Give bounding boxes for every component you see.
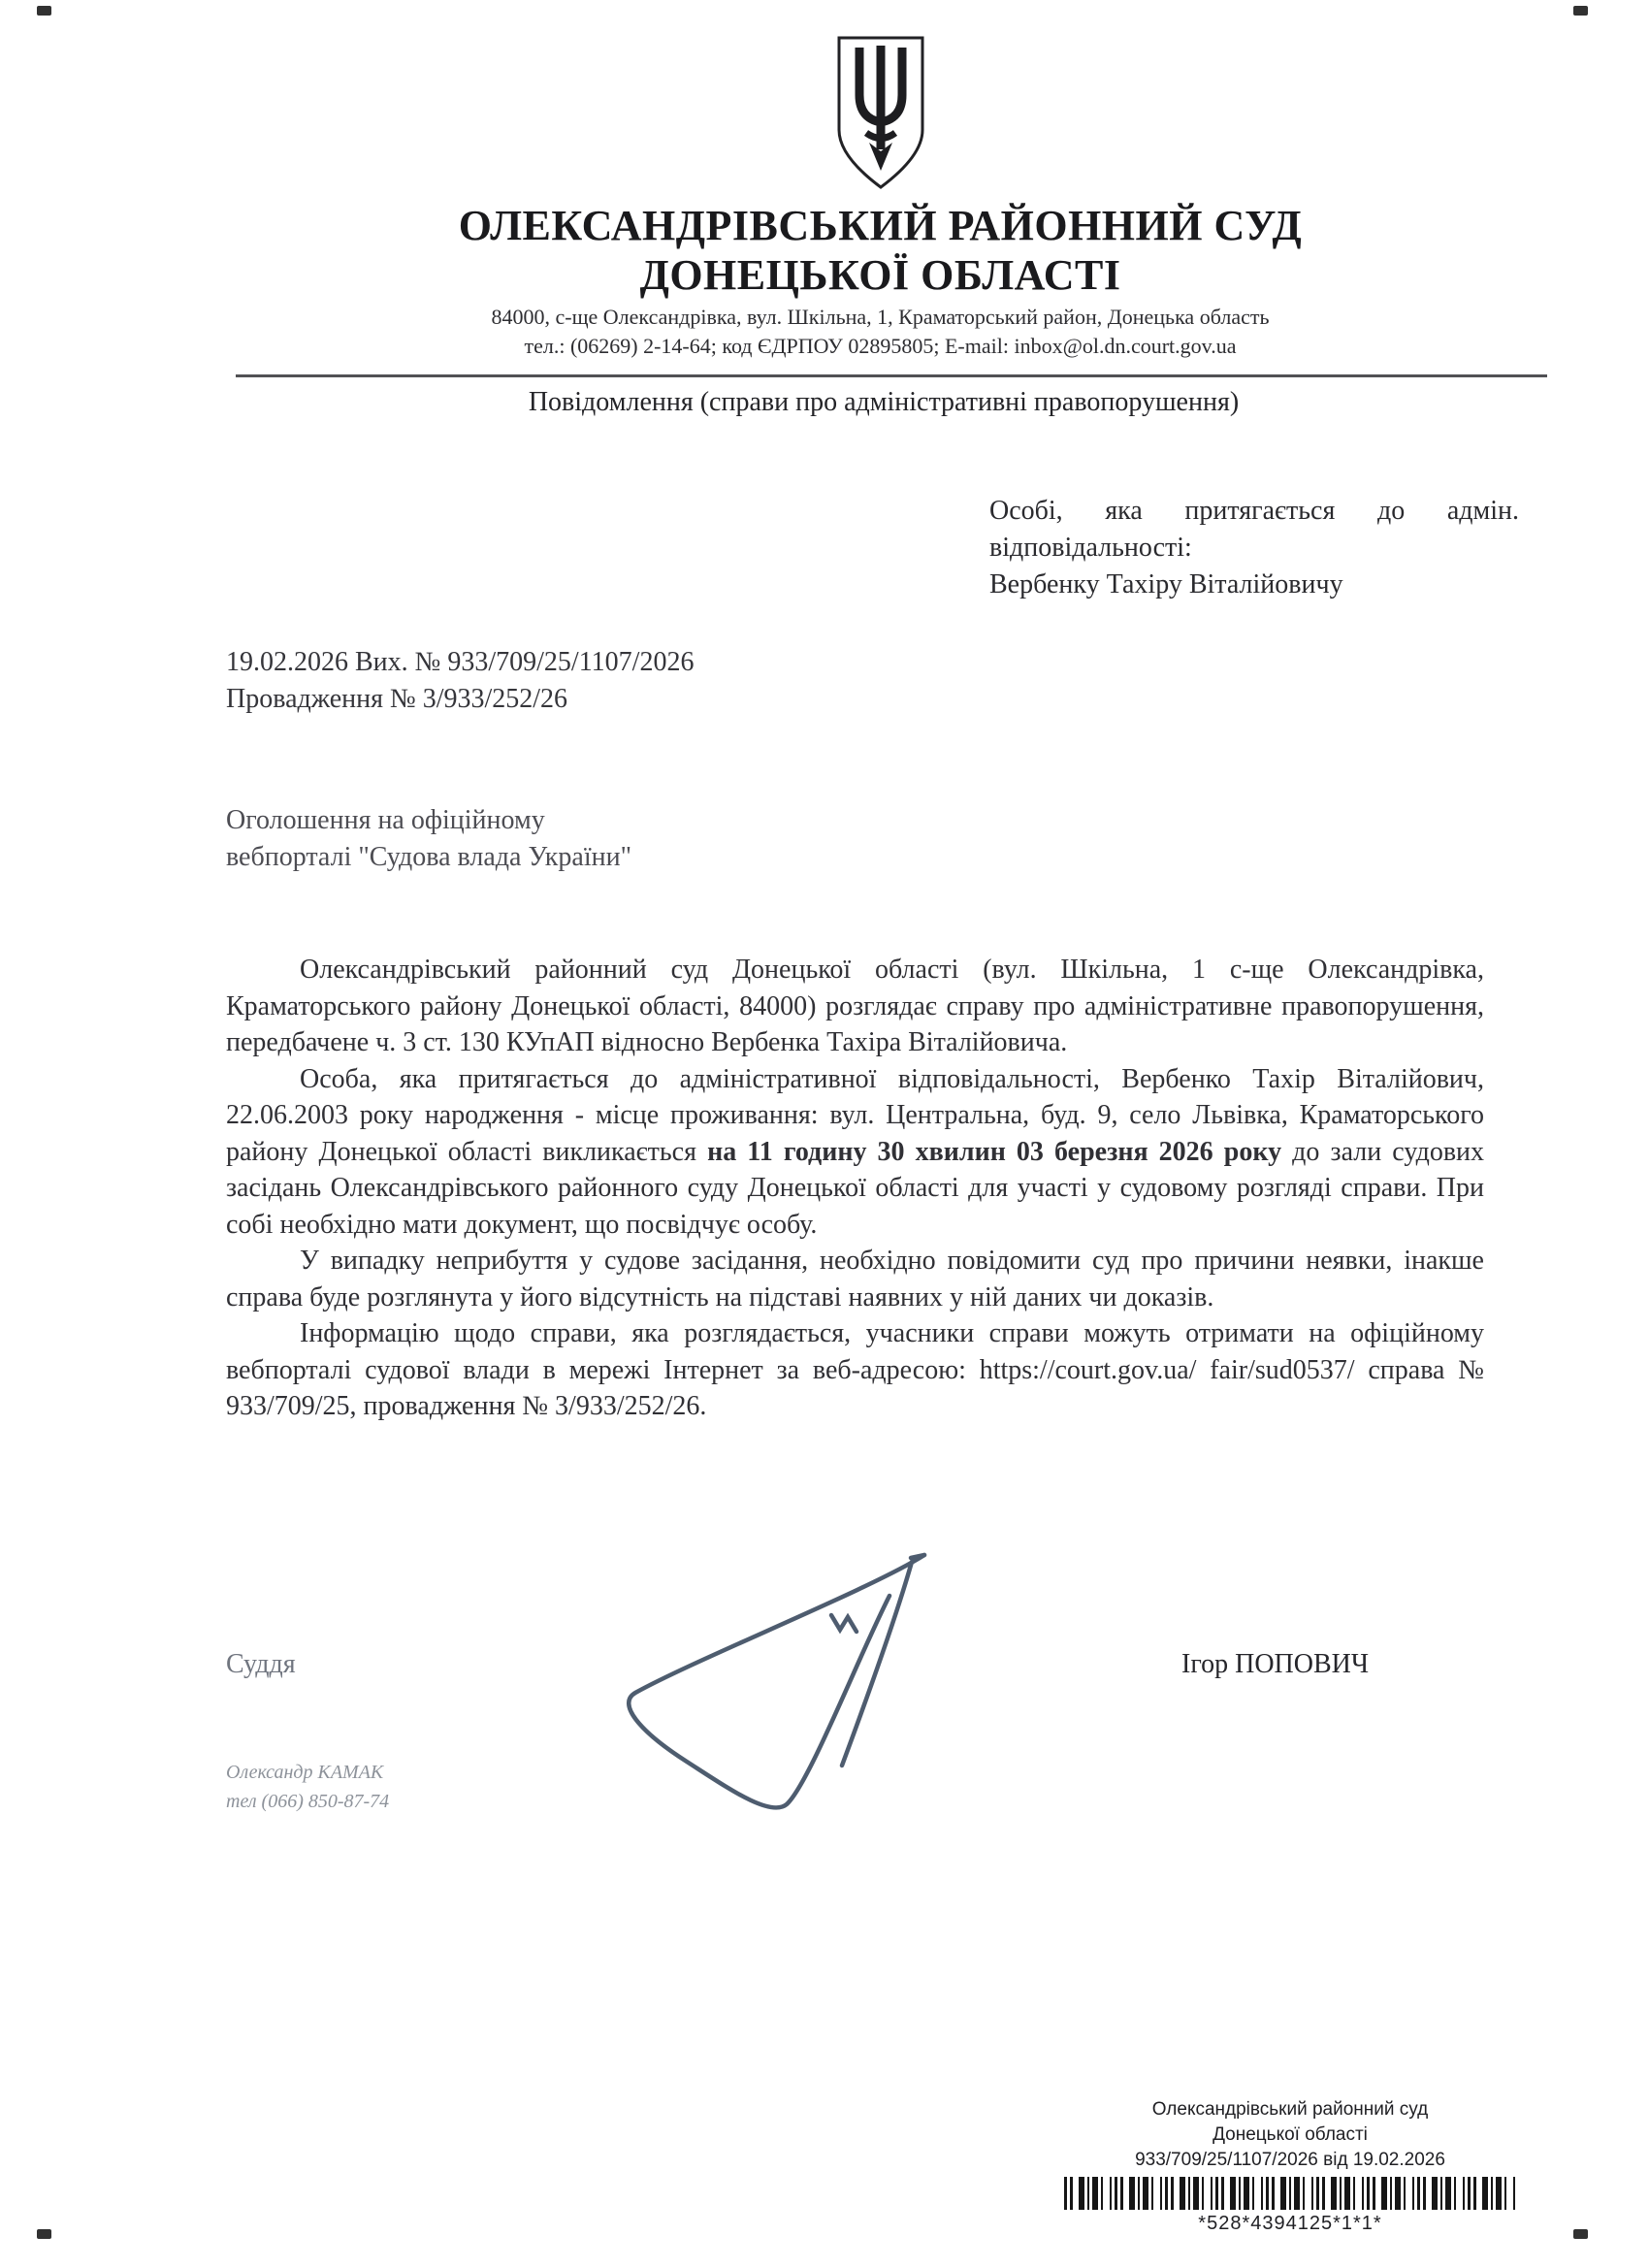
header-divider-rule — [236, 374, 1547, 377]
announcement-line: вебпорталі "Судова влада України" — [226, 842, 632, 872]
reference-block — [226, 644, 694, 718]
court-name-line2: ДОНЕЦЬКОЇ ОБЛАСТІ — [639, 251, 1121, 299]
proceeding-number-line: Провадження № 3/933/252/26 — [226, 684, 568, 714]
body-paragraph: Інформацію щодо справи, яка розглядається, учасники справи можуть отримати на офіційному вебпорталі судової влади в мережі Інтернет за веб-адресою: https://court.gov.ua/ fair/sud0537/ справа № 933/709/25, провадження № 3/933/252/26. — [226, 1318, 1484, 1421]
stamp-court-line1: Олександрівський районний суд — [1151, 2099, 1429, 2120]
corner-registration-mark — [37, 6, 51, 16]
addressee-line: Особі, яка притягається до адмін. — [989, 496, 1519, 526]
judge-role-label: Суддя — [226, 1649, 296, 1679]
assistant-phone: тел (066) 850-87-74 — [226, 1791, 390, 1812]
registration-stamp — [1057, 2097, 1523, 2236]
outgoing-number-line: 19.02.2026 Вих. № 933/709/25/1107/2026 — [226, 647, 695, 677]
body-text-segment: до зали судових засідань Олександрівського районного суду Донецької області для участі у судовому розгляді справи. При собі необхідно мати документ, що посвідчує особу. — [226, 1136, 1485, 1240]
corner-registration-mark — [37, 2229, 51, 2239]
ukraine-trident-emblem-icon — [829, 35, 932, 192]
code39-barcode-icon — [1064, 2177, 1516, 2210]
addressee-block — [989, 493, 1519, 603]
letterhead — [228, 35, 1533, 361]
letter-body — [226, 952, 1484, 1425]
handwritten-signature-icon — [599, 1540, 987, 1824]
assistant-contact-block — [226, 1758, 389, 1816]
assistant-name: Олександр КАМАК — [226, 1762, 384, 1783]
document-title: Повідомлення (справи про адміністративні правопорушення) — [528, 387, 1240, 417]
judge-name: Ігор ПОПОВИЧ — [1181, 1649, 1370, 1679]
stamp-court-line2: Донецької області — [1212, 2124, 1368, 2145]
court-contact-line: тел.: (06269) 2-14-64; код ЄДРПОУ 02895805; E-mail: inbox@ol.dn.court.gov.ua — [524, 334, 1237, 358]
body-paragraph — [226, 1061, 1484, 1244]
court-address-line: 84000, с-ще Олександрівка, вул. Шкільна, 1, Краматорський район, Донецька область — [491, 305, 1270, 329]
corner-registration-mark — [1573, 2229, 1588, 2239]
hearing-datetime-bold: на 11 годину 30 хвилин 03 березня 2026 року — [707, 1136, 1282, 1167]
addressee-line: Вербенку Тахіру Віталійовичу — [989, 569, 1343, 599]
court-name-line1: ОЛЕКСАНДРІВСЬКИЙ РАЙОННИЙ СУД — [458, 202, 1303, 249]
announcement-line: Оголошення на офіційному — [226, 805, 545, 835]
barcode-value: *528*4394125*1*1* — [1198, 2213, 1382, 2234]
addressee-line: відповідальності: — [989, 533, 1192, 563]
announcement-block — [226, 802, 631, 876]
body-text-segment: Особа, яка притягається до адміністративної відповідальності, Вербенко Тахір Віталійович, 22.06.2003 року народження - місце проживання: вул. Центральна, буд. 9, село Львівка, Краматорського району Донецької області викликається — [226, 1063, 1484, 1167]
body-paragraph: У випадку неприбуття у судове засідання, необхідно повідомити суд про причини неявки, інакше справа буде розглянута у його відсутність на підставі наявних у ній даних чи доказів. — [226, 1246, 1484, 1312]
corner-registration-mark — [1573, 6, 1588, 16]
stamp-number-line: 933/709/25/1107/2026 від 19.02.2026 — [1135, 2150, 1445, 2170]
body-paragraph: Олександрівський районний суд Донецької області (вул. Шкільна, 1 с-ще Олександрівка, Краматорського району Донецької області, 84000) розглядає справу про адміністративне правопорушення, передбачене ч. 3 ст. 130 КУпАП відносно Вербенка Тахіра Віталійовича. — [226, 955, 1484, 1057]
